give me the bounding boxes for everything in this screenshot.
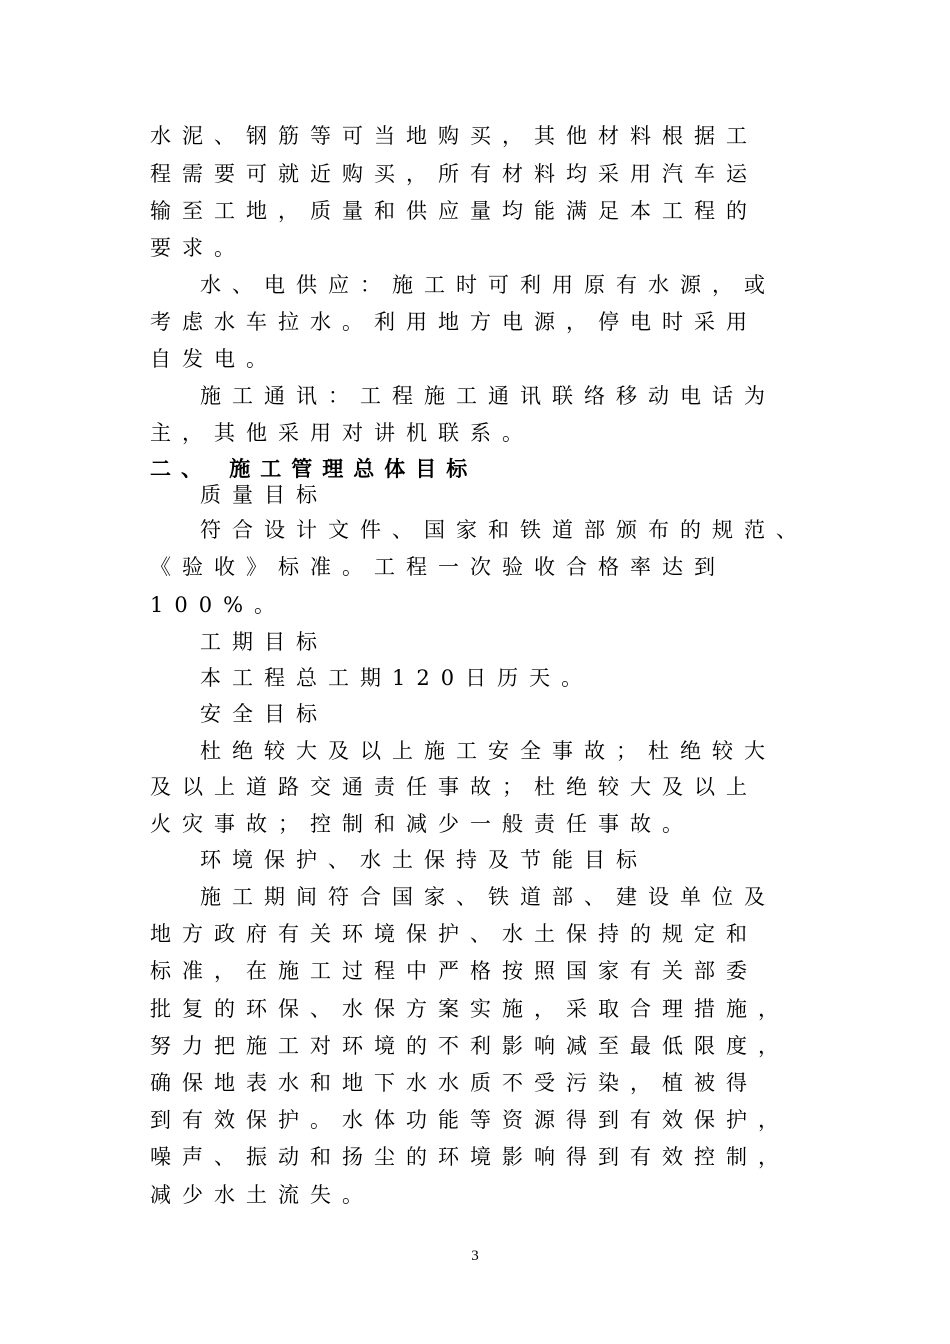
paragraph-start-line: 水、电供应：施工时可利用原有水源，或 xyxy=(200,273,776,297)
paragraph-start-line: 本工程总工期120日历天。 xyxy=(200,666,594,690)
body-text-line: 自发电。 xyxy=(150,347,278,371)
body-text-line: 批复的环保、水保方案实施，采取合理措施， xyxy=(150,997,790,1021)
section-heading: 二、 施工管理总体目标 xyxy=(150,457,478,481)
body-text-line: 《验收》标准。工程一次验收合格率达到 xyxy=(150,555,726,579)
body-text-line: 到有效保护。水体功能等资源得到有效保护， xyxy=(150,1108,790,1132)
body-text-line: 火灾事故；控制和减少一般责任事故。 xyxy=(150,812,694,836)
body-text-line: 输至工地，质量和供应量均能满足本工程的 xyxy=(150,199,758,223)
body-text-line: 考虑水车拉水。利用地方电源，停电时采用 xyxy=(150,310,758,334)
body-text-line: 减少水土流失。 xyxy=(150,1183,374,1207)
body-text-line: 地方政府有关环境保护、水土保持的规定和 xyxy=(150,922,758,946)
body-text-line: 程需要可就近购买，所有材料均采用汽车运 xyxy=(150,162,758,186)
body-text-line: 标准，在施工过程中严格按照国家有关部委 xyxy=(150,959,758,983)
body-text-line: 要求。 xyxy=(150,236,246,260)
paragraph-start-line: 施工通讯：工程施工通讯联络移动电话为 xyxy=(200,384,776,408)
body-text-line: 努力把施工对环境的不利影响减至最低限度， xyxy=(150,1034,790,1058)
body-text-line: 主，其他采用对讲机联系。 xyxy=(150,421,534,445)
body-text-line: 及以上道路交通责任事故；杜绝较大及以上 xyxy=(150,775,758,799)
subheading-environment: 环境保护、水土保持及节能目标 xyxy=(200,848,648,872)
subheading-schedule: 工期目标 xyxy=(200,630,328,654)
subheading-quality: 质量目标 xyxy=(200,483,328,507)
subheading-safety: 安全目标 xyxy=(200,702,328,726)
body-text-line: 水泥、钢筋等可当地购买，其他材料根据工 xyxy=(150,124,758,148)
body-text-line: 100%。 xyxy=(150,593,287,617)
paragraph-start-line: 杜绝较大及以上施工安全事故；杜绝较大 xyxy=(200,739,776,763)
page-number: 3 xyxy=(471,1248,479,1264)
paragraph-start-line: 施工期间符合国家、铁道部、建设单位及 xyxy=(200,885,776,909)
paragraph-start-line: 符合设计文件、国家和铁道部颁布的规范、 xyxy=(200,518,808,542)
body-text-line: 确保地表水和地下水水质不受污染，植被得 xyxy=(150,1071,758,1095)
body-text-line: 噪声、振动和扬尘的环境影响得到有效控制， xyxy=(150,1145,790,1169)
